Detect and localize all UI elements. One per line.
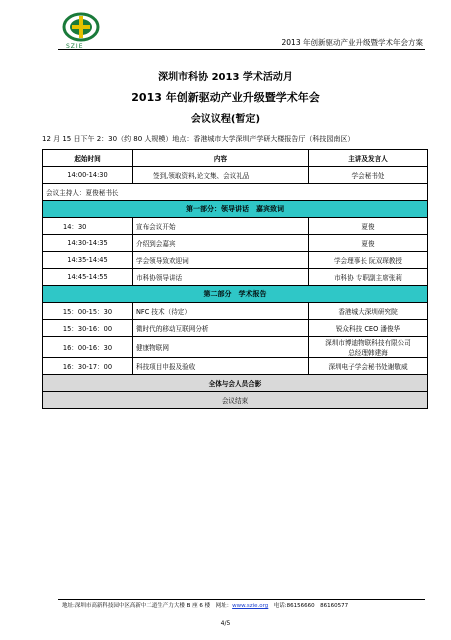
row-speaker (309, 337, 428, 358)
group-photo-text: 全体与会人员合影 (43, 375, 428, 392)
row-time: 14:30-14:35 (43, 235, 133, 252)
header-speaker: 主讲及发言人 (309, 150, 428, 167)
row-content: 签到,领取资料,论文集、会议礼品 (133, 167, 309, 184)
agenda-table (42, 149, 428, 409)
conference-title: 2013 年创新驱动产业升级暨学术年会 (131, 91, 320, 104)
header-content: 内容 (133, 150, 309, 167)
website-link[interactable]: www.szie.org (232, 603, 269, 609)
row-speaker: 夏俊 (309, 235, 428, 252)
table-row (43, 358, 428, 375)
row-speaker: 香港城大深圳研究院 (309, 303, 428, 320)
row-content: NFC 技术（待定） (133, 303, 309, 320)
logo-emblem-icon (60, 12, 102, 44)
agenda-title: 会议议程(暂定) (190, 114, 261, 125)
row-speaker: 锐众科技 CEO 潘俊华 (309, 320, 428, 337)
table-row (43, 337, 428, 358)
row-content: 微时代的移动互联网分析 (133, 320, 309, 337)
table-row (43, 303, 428, 320)
table-row (43, 167, 428, 184)
row-speaker: 夏俊 (309, 218, 428, 235)
row-content: 介绍到会嘉宾 (133, 235, 309, 252)
header-title: 2013 年创新驱动产业升级暨学术年会方案 (281, 38, 423, 47)
row-speaker: 深圳电子学会秘书处谢敬威 (309, 358, 428, 375)
row-speaker: 学会秘书处 (309, 167, 428, 184)
row-time: 16：00-16：30 (43, 337, 133, 358)
row-content: 科技项目申报及验收 (133, 358, 309, 375)
section-row-1 (43, 201, 428, 218)
row-time: 14:00-14:30 (43, 167, 133, 184)
row-time: 15：30-16：00 (43, 320, 133, 337)
row-time: 15：00-15：30 (43, 303, 133, 320)
photo-row (43, 375, 428, 392)
footer (62, 601, 348, 609)
speaker-company: 深圳市博迪物联科技有限公司 (325, 339, 411, 347)
section1-title: 第一部分：领导讲话 嘉宾致词 (43, 201, 428, 218)
header-time: 起始时间 (43, 150, 133, 167)
row-time: 14:45-14:55 (43, 269, 133, 286)
footer-phone: 电话:86156660 86160577 (268, 603, 349, 609)
table-row (43, 269, 428, 286)
row-content: 宣布会议开始 (133, 218, 309, 235)
header-divider (58, 49, 425, 50)
table-header-row (43, 150, 428, 167)
meeting-info: 12 月 15 日下午 2：30（约 80 人规模）地点：香港城市大学深圳产学研大楼报告厅（科技园南区） (42, 135, 355, 143)
row-content: 学会领导致欢迎词 (133, 252, 309, 269)
row-speaker: 市科协 专职副主席张莉 (309, 269, 428, 286)
row-time: 14：30 (43, 218, 133, 235)
host-row (43, 184, 428, 201)
row-content: 健康物联网 (133, 337, 309, 358)
logo-text: SZIE (66, 43, 84, 50)
table-row (43, 252, 428, 269)
meeting-end-text: 会议结束 (43, 392, 428, 409)
footer-address: 地址:深圳市高新科技园中区高新中二道生产力大楼 B 座 6 楼 网址： (62, 603, 233, 609)
row-time: 14:35-14:45 (43, 252, 133, 269)
event-month-title: 深圳市科协 2013 学术活动月 (158, 72, 293, 83)
page-number: 4/5 (220, 620, 231, 627)
row-speaker: 学会理事长 阮双琛教授 (309, 252, 428, 269)
row-content: 市科协领导讲话 (133, 269, 309, 286)
table-row (43, 320, 428, 337)
footer-divider (58, 599, 425, 600)
row-time: 16：30-17：00 (43, 358, 133, 375)
section-row-2 (43, 286, 428, 303)
section2-title: 第二部分 学术报告 (43, 286, 428, 303)
speaker-title: 总经理韩建海 (348, 349, 388, 357)
end-row (43, 392, 428, 409)
table-row (43, 235, 428, 252)
table-row (43, 218, 428, 235)
host-text: 会议主持人：夏俊秘书长 (43, 184, 428, 201)
